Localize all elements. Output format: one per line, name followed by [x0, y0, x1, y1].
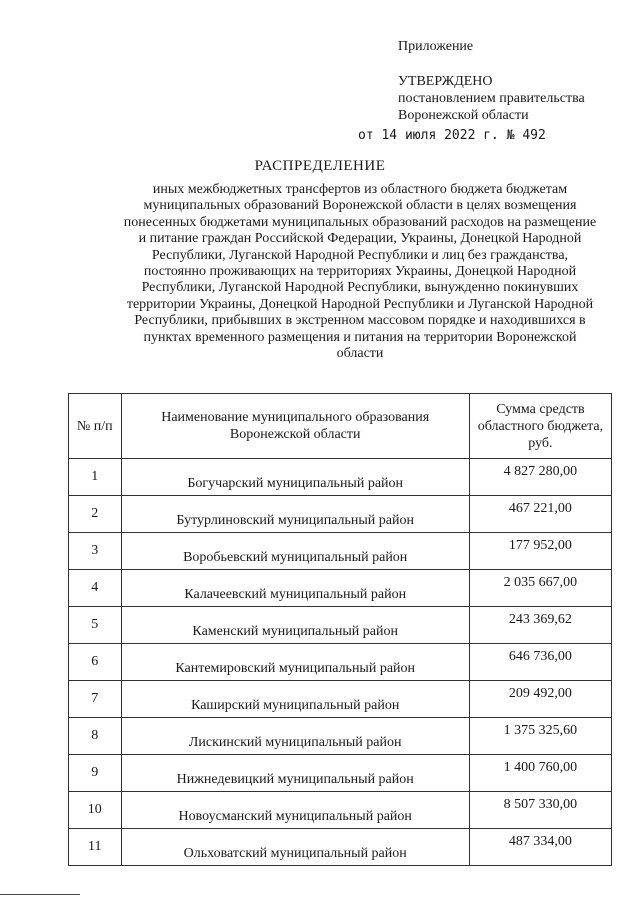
row-number: 6 — [69, 644, 122, 681]
budget-sum: 1 375 325,60 — [469, 718, 611, 755]
table-row — [69, 718, 612, 755]
budget-sum: 177 952,00 — [469, 533, 611, 570]
table-row — [69, 533, 612, 570]
table-row — [69, 792, 612, 829]
header-num: № п/п — [69, 394, 122, 459]
municipality-name: Лискинский муниципальный район — [121, 718, 469, 755]
footnote-separator — [0, 894, 80, 895]
table-row — [69, 755, 612, 792]
municipality-name: Кантемировский муниципальный район — [121, 644, 469, 681]
municipality-name: Нижнедевицкий муниципальный район — [121, 755, 469, 792]
approval-block — [358, 38, 585, 143]
header-sum: Сумма средств областного бюджета, руб. — [469, 394, 611, 459]
budget-sum: 467 221,00 — [469, 496, 611, 533]
table-body — [69, 459, 612, 866]
table-row — [69, 829, 612, 866]
table-row — [69, 459, 612, 496]
document-title: РАСПРЕДЕЛЕНИЕ — [254, 158, 386, 174]
table-row — [69, 607, 612, 644]
row-number: 11 — [69, 829, 122, 866]
row-number: 8 — [69, 718, 122, 755]
table-row — [69, 570, 612, 607]
municipality-name: Бутурлиновский муниципальный район — [121, 496, 469, 533]
header-name: Наименование муниципального образования Воронежской области — [121, 394, 469, 459]
table-header-row — [69, 394, 612, 459]
row-number: 5 — [69, 607, 122, 644]
budget-sum: 646 736,00 — [469, 644, 611, 681]
row-number: 7 — [69, 681, 122, 718]
municipality-name: Каширский муниципальный район — [121, 681, 469, 718]
row-number: 3 — [69, 533, 122, 570]
municipality-name: Новоусманский муниципальный район — [121, 792, 469, 829]
budget-sum: 8 507 330,00 — [469, 792, 611, 829]
table-row — [69, 496, 612, 533]
row-number: 4 — [69, 570, 122, 607]
budget-sum: 209 492,00 — [469, 681, 611, 718]
table-row — [69, 644, 612, 681]
decree-date: от 14 июля 2022 г. № 492 — [358, 128, 546, 143]
municipality-name: Калачеевский муниципальный район — [121, 570, 469, 607]
budget-sum: 2 035 667,00 — [469, 570, 611, 607]
budget-sum: 4 827 280,00 — [469, 459, 611, 496]
decree-line-2: Воронежской области — [398, 108, 529, 123]
decree-line-1: постановлением правительства — [398, 91, 585, 106]
municipality-name: Богучарский муниципальный район — [121, 459, 469, 496]
budget-sum: 243 369,62 — [469, 607, 611, 644]
municipality-name: Воробьевский муниципальный район — [121, 533, 469, 570]
budget-sum: 487 334,00 — [469, 829, 611, 866]
table-row — [69, 681, 612, 718]
appendix-label: Приложение — [398, 39, 474, 54]
row-number: 2 — [69, 496, 122, 533]
budget-sum: 1 400 760,00 — [469, 755, 611, 792]
distribution-table — [68, 393, 612, 866]
row-number: 10 — [69, 792, 122, 829]
approved-label: УТВЕРЖДЕНО — [398, 74, 493, 89]
row-number: 9 — [69, 755, 122, 792]
row-number: 1 — [69, 459, 122, 496]
document-subtitle: иных межбюджетных трансфертов из областного бюджета бюджетам муниципальных образований Воронежской области в целях возмещения понесенных бюджетами муниципальных образований расходов на размещение и питание граждан Российской Федерации, Украины, Донецкой Народной Республики, Луганской Народной Республики и лиц без гражданства, постоянно проживающих на территориях Украины, Донецкой Народной Республики, Луганской Народной Республики, вынужденно покинувших территории Украины, Донецкой Народной Республики и Луганской Народной Республики, прибывших в экстренном массовом порядке и находившихся в пунктах временного размещения и питания на территории Воронежской области — [123, 182, 597, 362]
municipality-name: Каменский муниципальный район — [121, 607, 469, 644]
municipality-name: Ольховатский муниципальный район — [121, 829, 469, 866]
